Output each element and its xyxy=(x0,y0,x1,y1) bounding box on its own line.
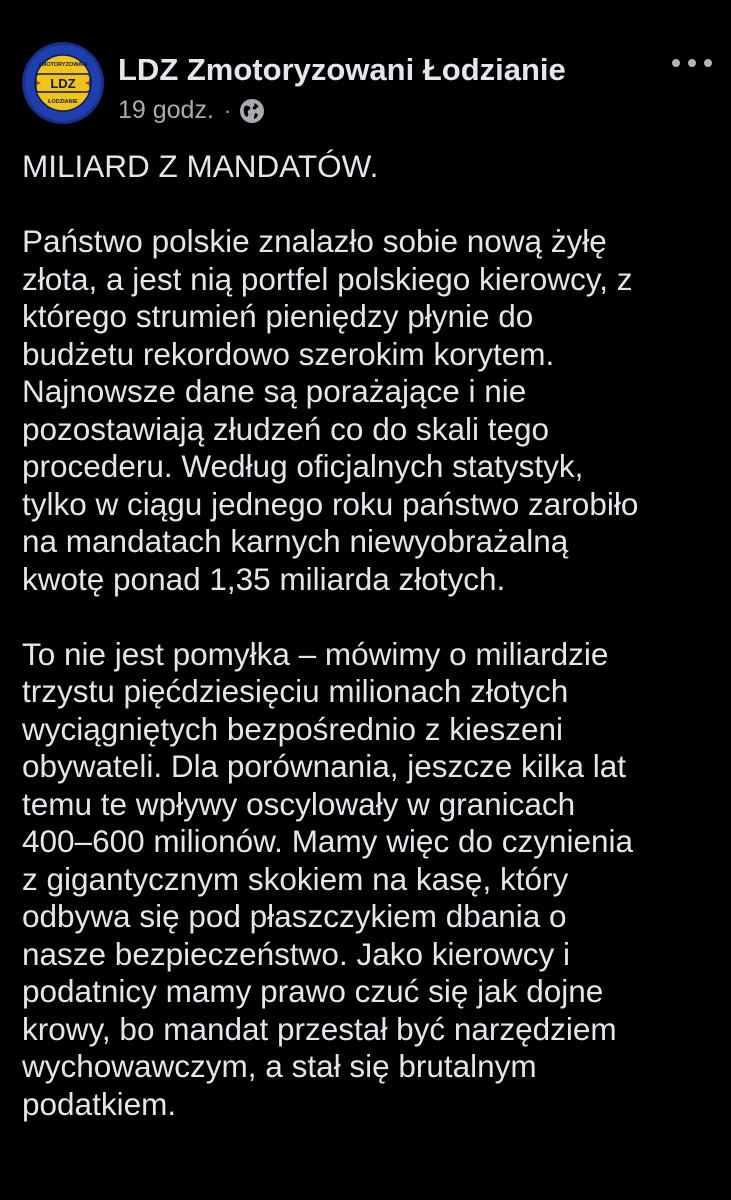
logo-ring-text-top: ZMOTORYZOWANI xyxy=(38,62,88,68)
avatar[interactable] xyxy=(22,42,104,124)
more-dot xyxy=(672,59,680,67)
post-paragraph-headline: MILIARD Z MANDATÓW. xyxy=(22,148,379,184)
post-paragraph: To nie jest pomyłka – mówimy o miliardzie trzystu pięćdziesięciu milionach złotych wyciągniętych bezpośrednio z kieszeni obywateli. Dla porównania, jeszcze kilka lat temu te wpływy oscylowały w granicach 400–600 milionów. Mamy więc do czynienia z gigantycznym skokiem na kasę, który odbywa się pod płaszczykiem dbania o nasze bezpieczeństwo. Jako kierowcy i podatnicy mamy prawo czuć się jak dojne krowy, bo mandat przestał być narzędziem wychowawczym, a stał się brutalnym podatkiem. xyxy=(22,635,634,1122)
logo-text: LDZ xyxy=(50,76,76,91)
more-dot xyxy=(688,59,696,67)
meta-separator: · xyxy=(223,97,232,123)
page-logo xyxy=(25,45,101,121)
page-name[interactable]: LDZ Zmotoryzowani Łodzianie xyxy=(118,52,566,87)
post-timestamp[interactable]: 19 godz. xyxy=(118,96,214,124)
post-text xyxy=(22,148,712,1123)
more-options-icon[interactable] xyxy=(672,48,712,78)
logo-ring-text-bottom: ŁODZIANIE xyxy=(48,99,78,105)
post-paragraph: Państwo polskie znalazło sobie nową żyłę złota, a jest nią portfel polskiego kierowcy, z którego strumień pieniędzy płynie do budżetu rekordowo szerokim korytem. Najnowsze dane są porażające i nie pozostawiają złudzeń co do skali tego procederu. Według oficjalnych statystyk, tylko w ciągu jednego roku państwo zarobiło na mandatach karnych niewyobrażalną kwotę ponad 1,35 miliarda złotych. xyxy=(22,223,639,597)
post-meta xyxy=(118,96,265,125)
more-dot xyxy=(704,59,712,67)
globe-icon[interactable] xyxy=(239,98,265,124)
post-header xyxy=(22,42,712,132)
